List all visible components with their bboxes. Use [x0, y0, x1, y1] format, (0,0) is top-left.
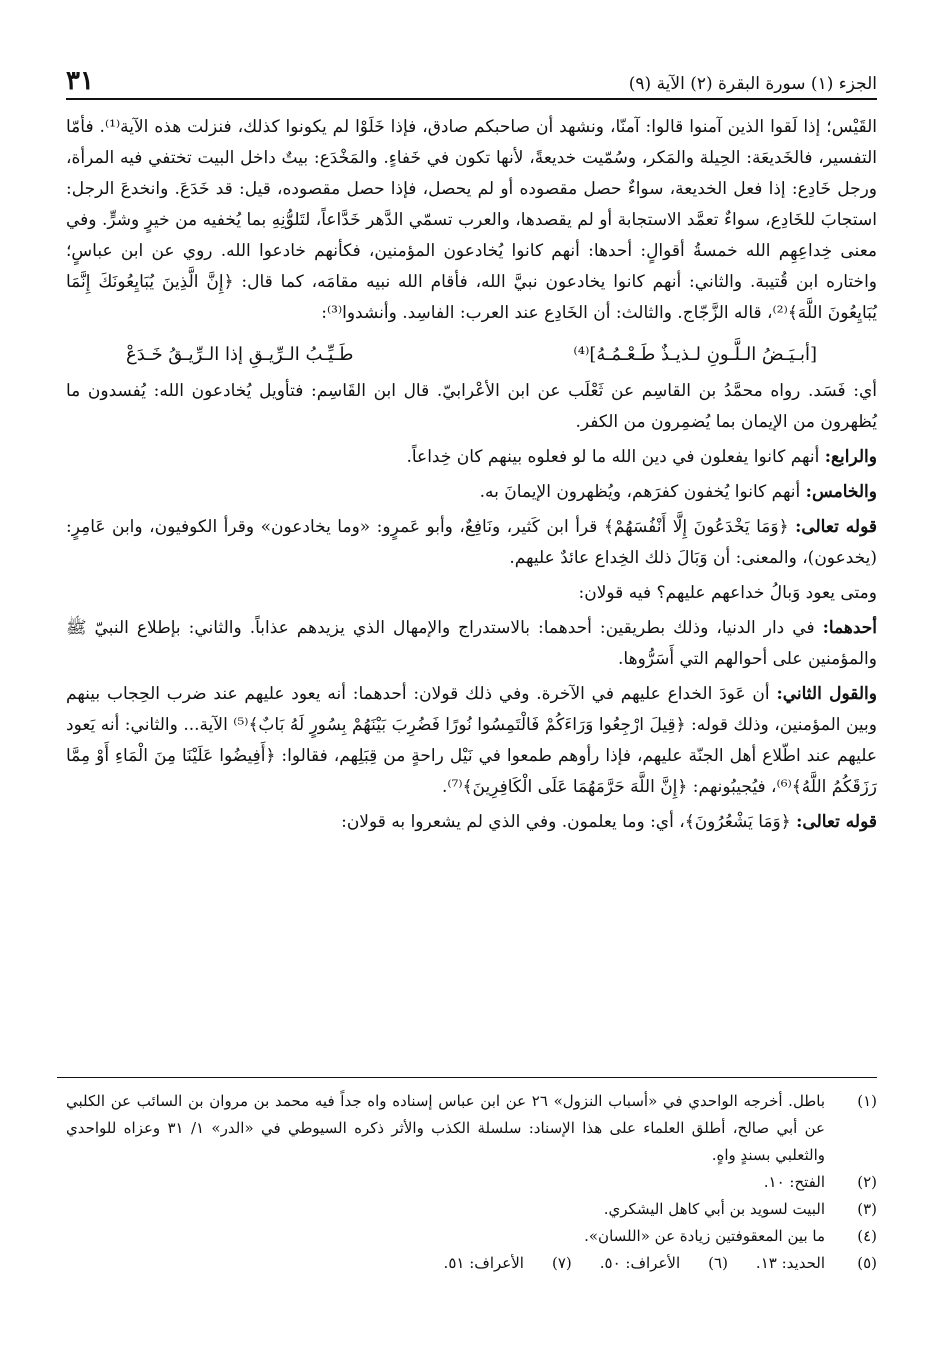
paragraph: [66, 112, 877, 329]
paragraph: [66, 578, 877, 609]
footnote-number: (٦): [708, 1254, 728, 1272]
header-divider: [66, 98, 877, 100]
footnote-number: (٣): [857, 1200, 877, 1218]
footnote-text: الفتح: ١٠.: [763, 1173, 825, 1191]
paragraph: [66, 613, 877, 675]
header-title: الجزء (١) سورة البقرة (٢) الآية (٩): [628, 74, 877, 94]
paragraph-text: ومتى يعود وَبالُ خداعهم عليهم؟ فيه قولان:: [578, 583, 877, 603]
footnote: [66, 1196, 877, 1223]
footnote-number: (٤): [857, 1227, 877, 1245]
footnote-number: (٢): [857, 1173, 877, 1191]
paragraph-lead: والقول الثاني:: [776, 684, 877, 704]
page-header: [66, 58, 877, 94]
paragraph-text: أنهم كانوا يفعلون في دين الله ما لو فعلوه بينهم كان خِداعاً.: [406, 447, 820, 467]
paragraph-lead: والرابع:: [824, 447, 877, 467]
footnote-number: (١): [857, 1092, 877, 1110]
footnote-text: الأعراف: ٥٠.: [599, 1254, 681, 1272]
paragraph-text: أن عَودَ الخداع عليهم في الآخرة. وفي ذلك قولان: أحدهما: أنه يعود عليهم عند ضرب الحِجاب بينهم وبين المؤمنين، وذلك قوله: ﴿قِيلَ ارْجِعُوا وَرَاءَكُمْ فَالْتَمِسُوا نُورًا فَضُرِبَ بَيْنَهُمْ بِسُورٍ لَهُ بَابٌ﴾⁽⁵⁾ الآية... والثاني: أنه يَعود عليهم عند اطّلاع أهل الجنّة عليهم، فإذا رأوهم طمعوا في نَيْل راحةٍ من قِبَلِهم، فقالوا: ﴿أَفِيضُوا عَلَيْنَا مِنَ الْمَاءِ أَوْ مِمَّا رَزَقَكُمُ اللَّهُ﴾⁽⁶⁾، فيُجيبُونهم: ﴿إِنَّ اللَّهَ حَرَّمَهُمَا عَلَى الْكَافِرِينَ﴾⁽⁷⁾.: [66, 684, 877, 797]
paragraph-lead: والخامس:: [805, 482, 877, 502]
paragraph-lead: قوله تعالى:: [795, 517, 877, 537]
paragraph-text: ﴿وَمَا يَشْعُرُونَ﴾، أي: وما يعلمون. وفي الذي لم يشعروا به قولان:: [341, 812, 791, 832]
paragraph: [66, 376, 877, 438]
footnote-text: باطل. أخرجه الواحدي في «أسباب النزول» ٢٦ عن ابن عباس إسناده واه جداً فيه محمد بن مروان بن السائب عن الكلبي عن أبي صالح، أطلق العلماء على هذا الإسناد: سلسلة الكذب والأثر ذكره السيوطي في «الدر» ١/ ٣١ وعزاه للواحدي والثعلبي بسندٍ واهٍ.: [66, 1092, 825, 1164]
main-text: [66, 112, 877, 842]
paragraph-text: أي: فَسَد. رواه محمَّدُ بن القاسِم عن ثَعْلَب عن ابن الأعْرابيّ. قال ابن القَاسِم: فتأويل يُخادعون الله: يُفسدون ما يُظهرون من الإيمان بما يُضمِرون من الكفر.: [66, 381, 877, 432]
paragraph: [66, 679, 877, 803]
paragraph: [66, 442, 877, 473]
footnote-divider: [57, 1077, 877, 1078]
footnote-text: الأعراف: ٥١.: [443, 1254, 524, 1272]
verse-first-hemistich: [أبـيَـضُ الـلَّـونِ لـذيـذٌ طَـعْـمُـهُ]⁽⁴⁾: [573, 344, 817, 365]
footnotes: [66, 1088, 877, 1277]
paragraph-text: في دار الدنيا، وذلك بطريقين: أحدهما: بالاستدراج والإمهال الذي يزيدهم عذاباً. والثاني: بإطلاع النبيّ ﷺ والمؤمنين على أحوالهم التي أَسَرُّوها.: [66, 618, 877, 669]
poetry-verse: [126, 339, 817, 370]
footnote-text: البيت لسويد بن أبي كاهل اليشكري.: [603, 1200, 825, 1218]
footnote-number: (٧): [551, 1254, 572, 1272]
footnote-row: [66, 1250, 877, 1277]
paragraph-lead: قوله تعالى:: [796, 812, 877, 832]
footnote-text: الحديد: ١٣.: [755, 1254, 825, 1272]
footnote-number: (٥): [857, 1254, 877, 1272]
footnote-text: ما بين المعقوفتين زيادة عن «اللسان».: [584, 1227, 825, 1245]
footnote: [66, 1088, 877, 1169]
paragraph-lead: أحدهما:: [822, 618, 878, 638]
page-number: ٣١: [66, 66, 94, 96]
paragraph-text: ﴿وَمَا يَخْدَعُونَ إِلَّا أَنْفُسَهُمْ﴾ قرأ ابن كَثير، ونَافِعٌ، وأبو عَمرٍو: «وما يخادعون» وقرأ الكوفيون، وابن عَامِرٍ: (يخدعون)، والمعنى: أن وَبَالَ ذلك الخِداع عائدٌ عليهم.: [66, 517, 877, 568]
footnote: [66, 1169, 877, 1196]
paragraph-text: القَيْس؛ إذا لَقوا الذين آمنوا قالوا: آمنّا، ونشهد أن صاحبكم صادق، فإذا خَلَوْا لم يكونوا كذلك، فنزلت هذه الآية⁽¹⁾. فأمّا التفسير، فالخَديعَة: الحِيلة والمَكر، وسُمّيت خديعةً، لأنها تكون في خَفاءٍ. والمَخْدَع: بيتٌ داخل البيت تختفي فيه المرأة، ورجل خَادِع: إذا فعل الخديعة، سواءٌ حصل مقصوده أو لم يحصل، فإذا حصل مقصوده، قيل: قد خَدَعَ. وانخدعَ الرجل: استجابَ للخَادِع، سواءٌ تعمَّد الاستجابة أو لم يقصدها، والعرب تسمّي الدَّهر خَدَّاعاً، لتَلوُّنِهِ بما يُخفيه من خيرٍ وشرٍّ. وفي معنى خِداعِهِم الله خمسةُ أقوالٍ: أحدها: أنهم كانوا يُخادعون المؤمنين، فكأنهم خادعوا الله. روي عن ابن عباسٍ؛ واختاره ابن قُتيبة. والثاني: أنهم كانوا يخادعون نبيَّ الله، فأقام الله نبيه مقامَه، كما قال: ﴿إِنَّ الَّذِينَ يُبَايِعُونَكَ إِنَّمَا يُبَايِعُونَ اللَّهَ﴾⁽²⁾، قاله الزَّجّاج. والثالث: أن الخَادِع عند العرب: الفاسِد. وأنشدوا⁽³⁾:: [66, 117, 878, 323]
verse-second-hemistich: طَـيِّـبُ الـرِّيـقِ إذا الـرِّيـقُ خَـدَعْ: [126, 344, 354, 365]
paragraph: [66, 477, 877, 508]
paragraph-text: أنهم كانوا يُخفون كفرَهم، ويُظهرون الإيمانَ به.: [479, 482, 801, 502]
paragraph: [66, 807, 877, 838]
footnote-row-items: [444, 1250, 825, 1277]
footnote: [66, 1223, 877, 1250]
paragraph: [66, 512, 877, 574]
